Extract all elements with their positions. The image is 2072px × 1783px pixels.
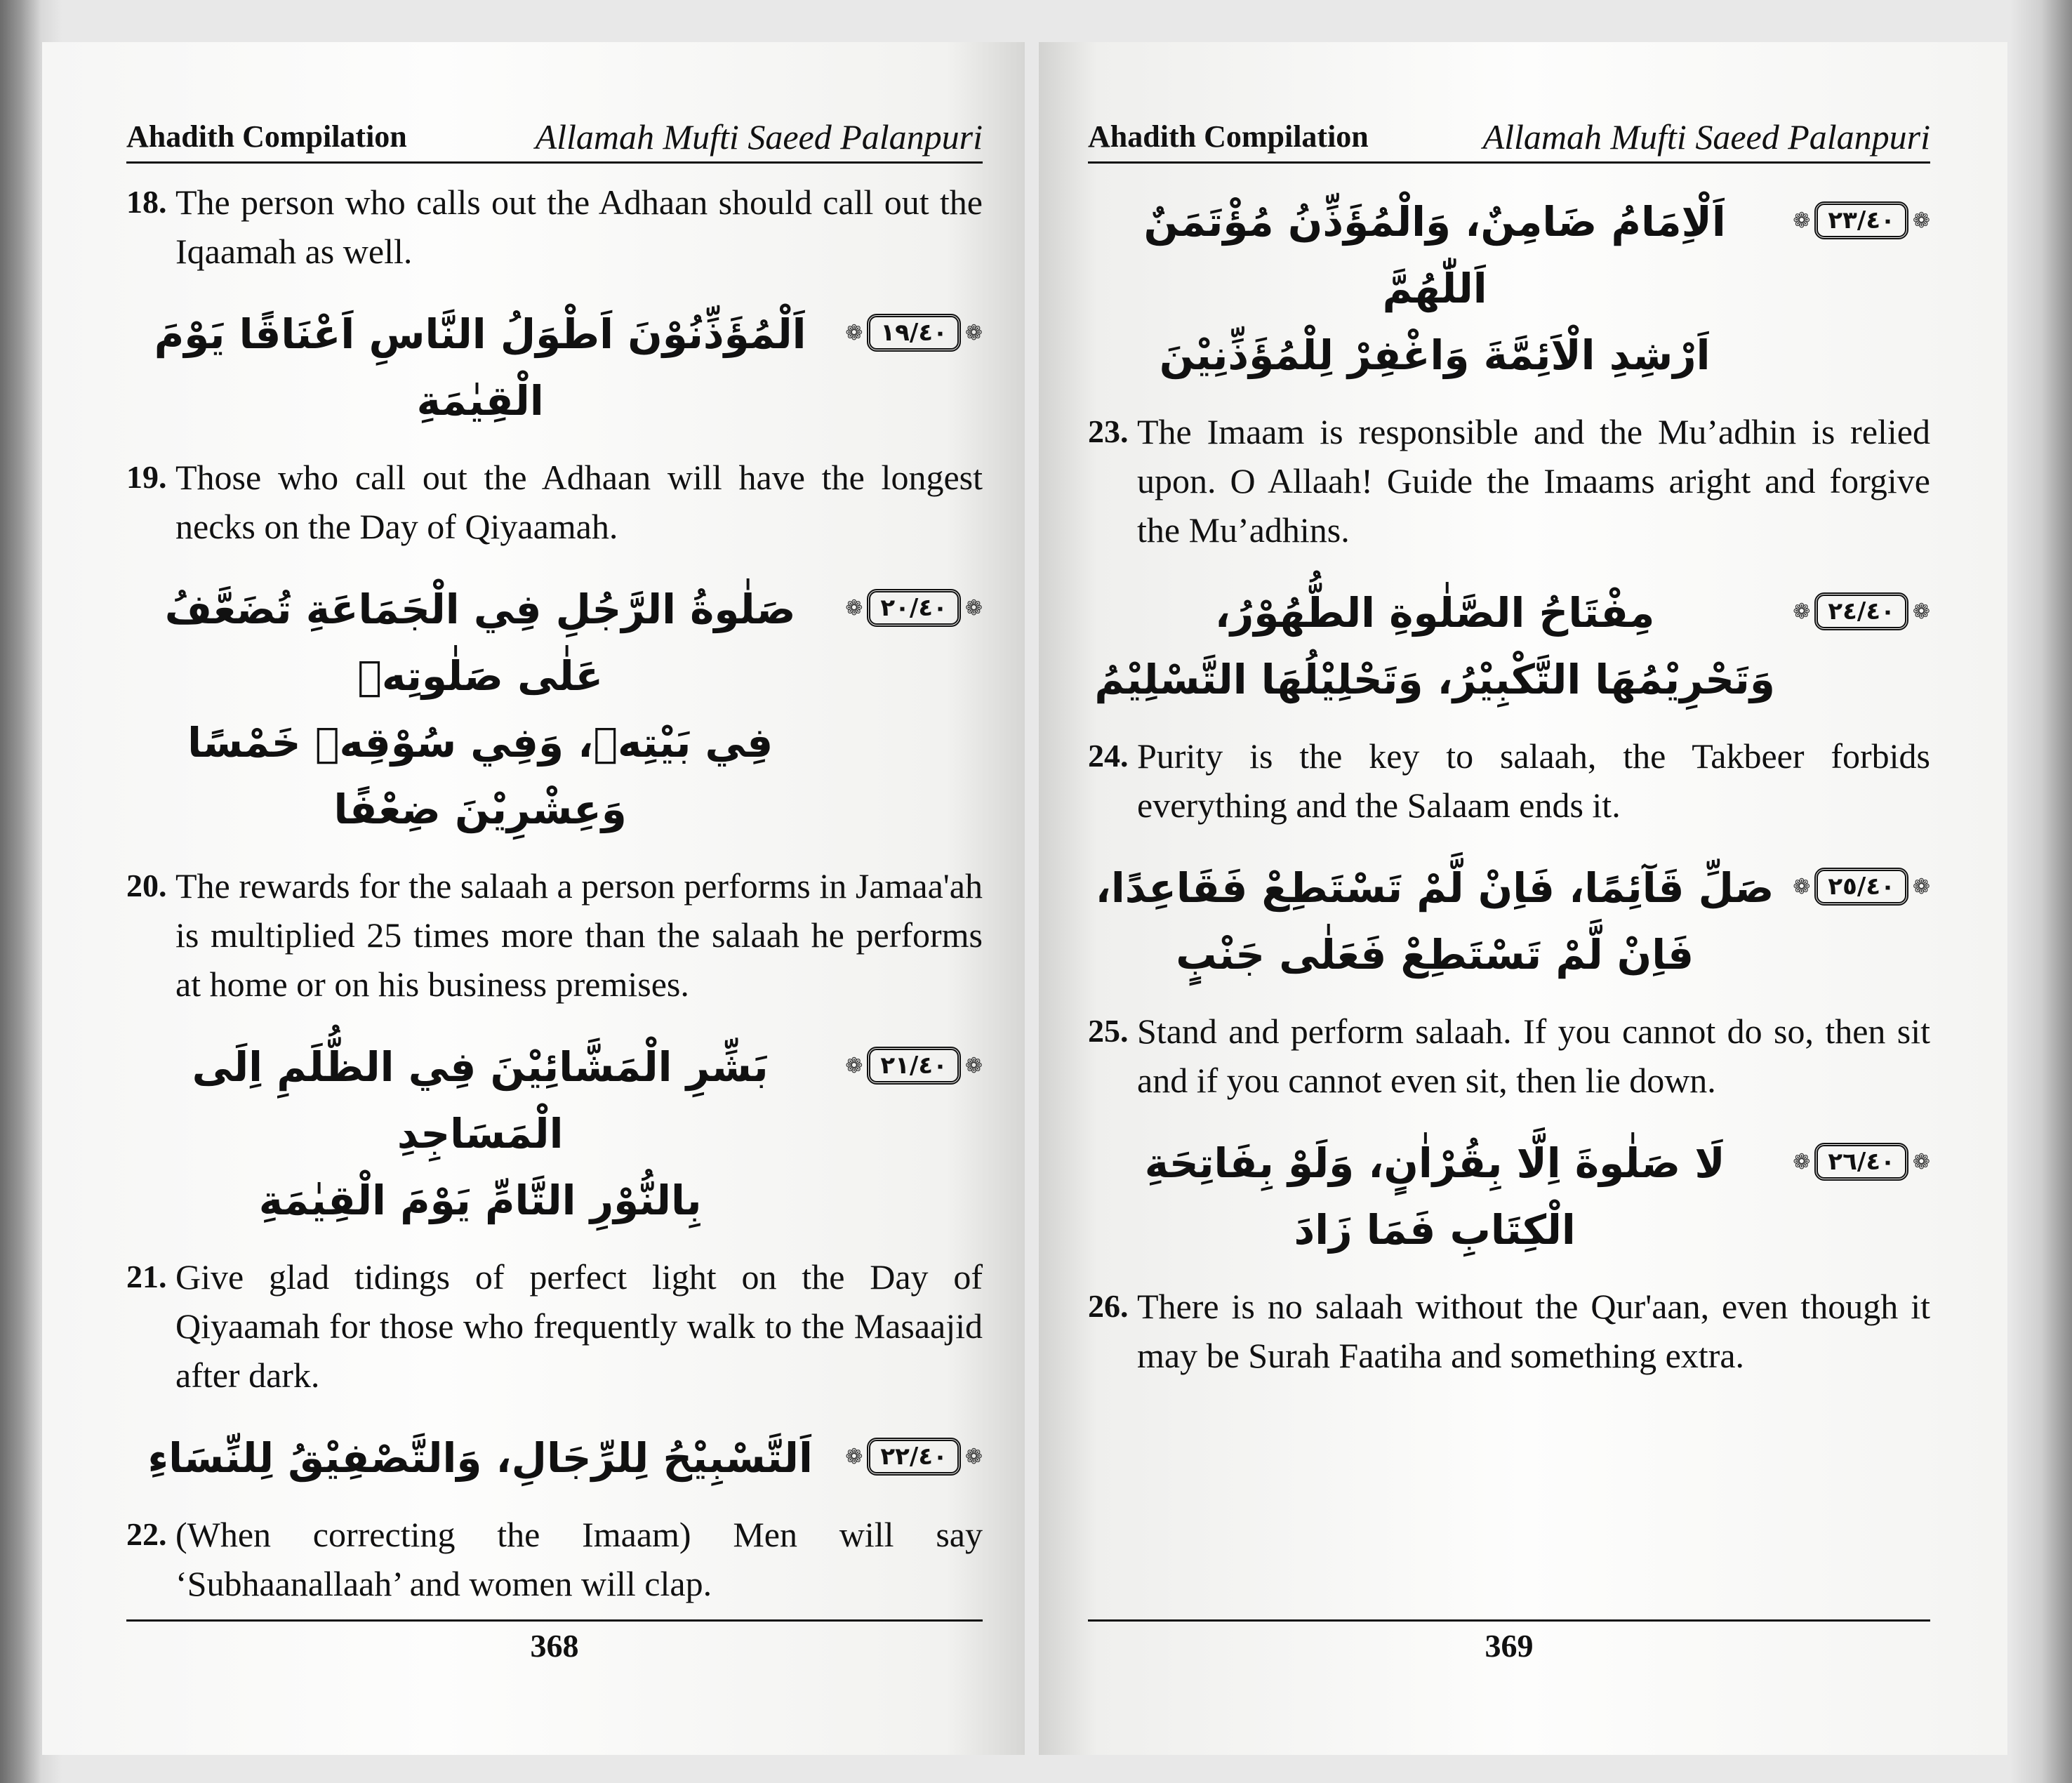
ornament-icon: ❁: [1793, 208, 1811, 233]
hadith-number-badge: [845, 314, 983, 352]
entry-text: Purity is the key to salaah, the Takbeer forbids everything and the Salaam ends it.: [1137, 736, 1930, 825]
arabic-text: [1088, 855, 1781, 988]
page-header: [1088, 105, 1930, 164]
arabic-hadith: [1088, 855, 1930, 988]
page-header: [126, 105, 983, 164]
arabic-line: فِي بَيْتِهٖ، وَفِي سُوْقِهٖ خَمْسًا وَعِشْرِيْنَ ضِعْفًا: [187, 719, 773, 833]
arabic-text: [126, 1425, 834, 1492]
translation-entry: [126, 453, 983, 551]
header-book-title: Ahadith Compilation: [126, 119, 407, 154]
hadith-ref: ٢٤/٤٠: [1814, 592, 1908, 630]
ornament-icon: ❁: [845, 1053, 863, 1078]
page-footer: [126, 1619, 983, 1671]
page-footer: [1088, 1619, 1930, 1671]
hadith-ref: ٢٥/٤٠: [1814, 868, 1908, 906]
entry-text: There is no salaah without the Qur'aan, even though it may be Surah Faatiha and something extra.: [1137, 1287, 1930, 1375]
entry-number: 26.: [1088, 1288, 1129, 1324]
ornament-icon: ❁: [845, 595, 863, 621]
arabic-hadith: [126, 576, 983, 843]
entry-text: The rewards for the salaah a person performs in Jamaa'ah is multiplied 25 times more than the salaah he performs at home or on his business premises.: [175, 866, 983, 1004]
left-page: [42, 42, 1025, 1755]
arabic-hadith: [1088, 1130, 1930, 1264]
page-content: [126, 178, 983, 1608]
right-page: [1039, 42, 2007, 1755]
hadith-number-badge: [845, 1438, 983, 1476]
translation-entry: [1088, 1007, 1930, 1105]
entry-text: Those who call out the Adhaan will have the longest necks on the Day of Qiyaamah.: [175, 458, 983, 546]
entry-text: Stand and perform salaah. If you cannot do so, then sit and if you cannot even sit, then lie down.: [1137, 1012, 1930, 1100]
entry-text: Give glad tidings of perfect light on the Day of Qiyaamah for those who frequently walk to the Masaajid after dark.: [175, 1257, 983, 1395]
hadith-ref: ٢١/٤٠: [867, 1047, 960, 1085]
ornament-icon: ❁: [1912, 1149, 1930, 1174]
arabic-hadith: [1088, 189, 1930, 389]
hadith-number-badge: [1793, 201, 1930, 239]
translation-entry: [126, 861, 983, 1009]
entry-number: 23.: [1088, 413, 1129, 449]
arabic-text: [126, 301, 834, 435]
arabic-line: لَا صَلٰوةَ اِلَّا بِقُرْاٰنٍ، وَلَوْ بِفَاتِحَةِ الْكِتَابِ فَمَا زَادَ: [1144, 1139, 1725, 1254]
header-book-title: Ahadith Compilation: [1088, 119, 1369, 154]
arabic-line: اَلتَّسْبِيْحُ لِلرِّجَالِ، وَالتَّصْفِيْقُ لِلنِّسَاءِ: [147, 1434, 813, 1482]
arabic-line: اَلْاِمَامُ ضَامِنٌ، وَالْمُؤَذِّنُ مُؤْتَمَنٌ اَللّٰهُمَّ: [1143, 198, 1726, 312]
translation-entry: [126, 1510, 983, 1608]
entry-text: The Imaam is responsible and the Mu’adhin is relied upon. O Allaah! Guide the Imaams aright and forgive the Mu’adhins.: [1137, 412, 1930, 550]
ornament-icon: ❁: [1912, 874, 1930, 899]
arabic-line: اَلْمُؤَذِّنُوْنَ اَطْوَلُ النَّاسِ اَعْنَاقًا يَوْمَ الْقِيٰمَةِ: [154, 310, 806, 425]
hadith-number-badge: [1793, 1143, 1930, 1181]
arabic-line: مِفْتَاحُ الصَّلٰوةِ الطُّهُوْرُ،: [1214, 589, 1655, 637]
arabic-text: [126, 576, 834, 843]
page-number: 369: [1485, 1628, 1534, 1664]
arabic-line: صَلِّ قَآئِمًا، فَاِنْ لَّمْ تَسْتَطِعْ فَقَاعِدًا،: [1095, 864, 1774, 912]
hadith-ref: ٢٦/٤٠: [1814, 1143, 1908, 1181]
ornament-icon: ❁: [1793, 1149, 1811, 1174]
ornament-icon: ❁: [964, 1053, 983, 1078]
arabic-hadith: [126, 301, 983, 435]
hadith-ref: ٢٠/٤٠: [867, 589, 960, 627]
entry-number: 22.: [126, 1516, 167, 1552]
ornament-icon: ❁: [845, 1444, 863, 1469]
hadith-number-badge: [1793, 868, 1930, 906]
page-number: 368: [530, 1628, 579, 1664]
arabic-line: اَرْشِدِ الْاَئِمَّةَ وَاغْفِرْ لِلْمُؤَذِّنِيْنَ: [1159, 331, 1711, 379]
ornament-icon: ❁: [964, 320, 983, 345]
arabic-line: وَتَحْرِيْمُهَا التَّكْبِيْرُ، وَتَحْلِيْلُهَا التَّسْلِيْمُ: [1094, 656, 1775, 703]
arabic-text: [1088, 189, 1781, 389]
ornament-icon: ❁: [1912, 599, 1930, 624]
ornament-icon: ❁: [845, 320, 863, 345]
arabic-hadith: [1088, 580, 1930, 713]
entry-number: 25.: [1088, 1013, 1129, 1049]
header-author: Allamah Mufti Saeed Palanpuri: [1482, 117, 1930, 157]
hadith-number-badge: [845, 1047, 983, 1085]
arabic-text: [126, 1034, 834, 1234]
hadith-ref: ١٩/٤٠: [867, 314, 960, 352]
arabic-hadith: [126, 1425, 983, 1492]
translation-entry: [126, 1252, 983, 1400]
entry-number: 24.: [1088, 738, 1129, 774]
entry-number: 19.: [126, 459, 167, 495]
entry-number: 21.: [126, 1259, 167, 1294]
ornament-icon: ❁: [964, 595, 983, 621]
entry-number: 20.: [126, 868, 167, 903]
entry-text: The person who calls out the Adhaan should call out the Iqaamah as well.: [175, 183, 983, 271]
arabic-line: بَشِّرِ الْمَشَّائِيْنَ فِي الظُّلَمِ اِلَى الْمَسَاجِدِ: [192, 1043, 769, 1158]
hadith-number-badge: [1793, 592, 1930, 630]
arabic-hadith: [126, 1034, 983, 1234]
translation-entry: [126, 178, 983, 276]
hadith-ref: ٢٢/٤٠: [867, 1438, 960, 1476]
entry-number: 18.: [126, 184, 167, 220]
ornament-icon: ❁: [964, 1444, 983, 1469]
ornament-icon: ❁: [1793, 874, 1811, 899]
arabic-line: بِالنُّوْرِ التَّامِّ يَوْمَ الْقِيٰمَةِ: [258, 1176, 702, 1224]
translation-entry: [1088, 1282, 1930, 1380]
arabic-line: فَاِنْ لَّمْ تَسْتَطِعْ فَعَلٰى جَنْبٍ: [1176, 931, 1694, 979]
translation-entry: [1088, 407, 1930, 555]
translation-entry: [1088, 731, 1930, 830]
ornament-icon: ❁: [1793, 599, 1811, 624]
ornament-icon: ❁: [1912, 208, 1930, 233]
header-author: Allamah Mufti Saeed Palanpuri: [535, 117, 983, 157]
entry-text: (When correcting the Imaam) Men will say ‘Subhaanallaah’ and women will clap.: [175, 1515, 983, 1603]
hadith-ref: ٢٣/٤٠: [1814, 201, 1908, 239]
arabic-text: [1088, 1130, 1781, 1264]
arabic-line: صَلٰوةُ الرَّجُلِ فِي الْجَمَاعَةِ تُضَعَّفُ عَلٰى صَلٰوتِهٖ: [164, 585, 796, 700]
arabic-text: [1088, 580, 1781, 713]
page-content: [1088, 189, 1930, 1380]
hadith-number-badge: [845, 589, 983, 627]
